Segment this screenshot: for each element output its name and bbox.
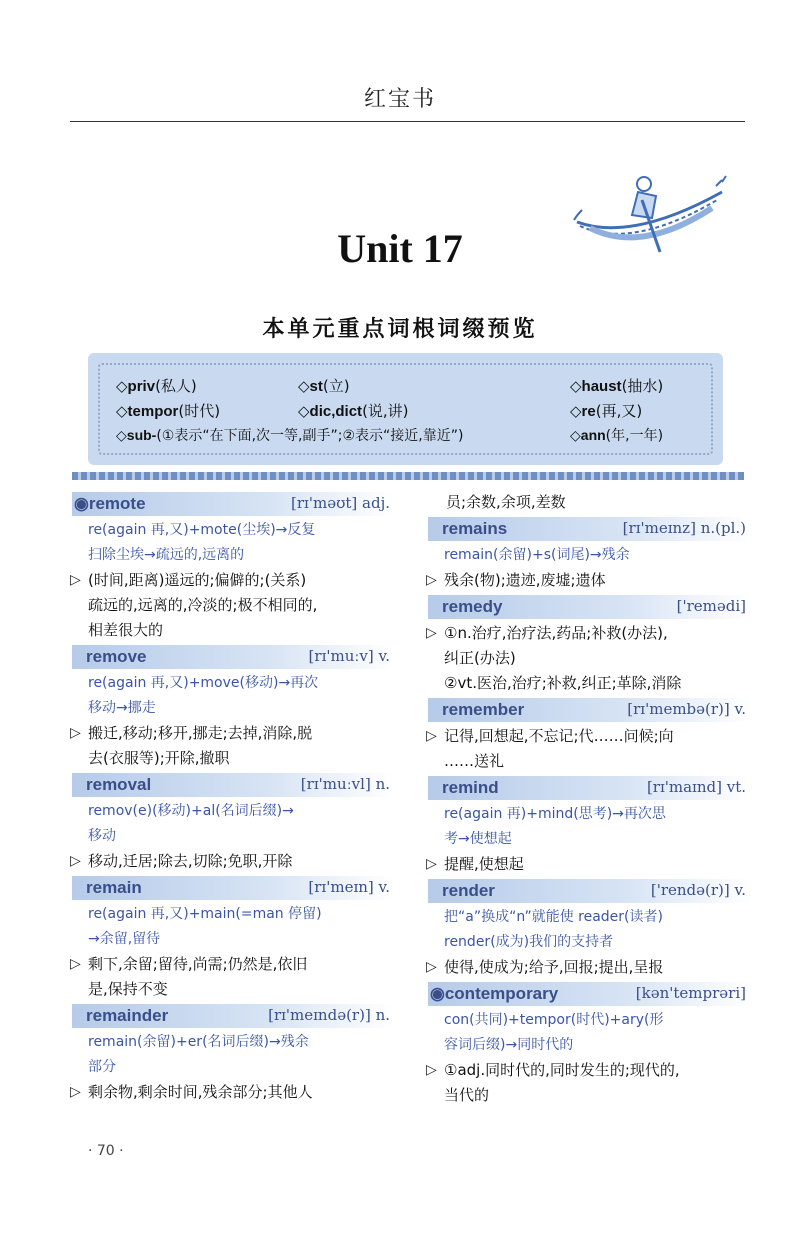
definition-line: ▷ 移动,迁居;除去,切除;免职,开除 xyxy=(72,849,394,874)
etymology-line: 考→使想起 xyxy=(444,831,512,847)
entry-word: ◉remote xyxy=(74,494,146,513)
definition-line: ▷ 剩下,余留;留待,尚需;仍然是,依旧 xyxy=(72,952,394,977)
entry-phonetic: [rɪ'muːv] v. xyxy=(308,647,390,665)
etymology-line: 移动 xyxy=(88,828,116,844)
root-item: ◇dic,dict(说,讲) xyxy=(298,402,409,420)
root-item: ◇st(立) xyxy=(298,377,350,395)
entry-word: remove xyxy=(86,647,147,666)
entry-phonetic: ['remədi] xyxy=(676,597,746,615)
root-item: ◇ann(年,一年) xyxy=(570,427,664,444)
definition-line: 当代的 xyxy=(444,1086,490,1104)
definition-line: ▷ ①n.治疗,治疗法,药品;补救(办法), xyxy=(428,621,750,646)
definition-line: ▷ (时间,距离)遥远的;偏僻的;(关系) xyxy=(72,568,394,593)
etymology-line: 把“a”换成“n”就能使 reader(读者) xyxy=(444,909,663,925)
entry-phonetic: [rɪ'meɪn] v. xyxy=(308,878,390,896)
entry-header xyxy=(428,879,750,903)
entry-word: ◉contemporary xyxy=(430,984,559,1003)
root-item: ◇haust(抽水) xyxy=(570,377,664,395)
entry-word: remind xyxy=(442,778,499,797)
entry-word: remember xyxy=(442,700,525,719)
definition-line: ▷ 残余(物);遗迹,废墟;遗体 xyxy=(428,568,750,593)
entry-phonetic: ['rendə(r)] v. xyxy=(650,881,746,899)
etymology-line: remain(余留)+er(名词后缀)→残余 xyxy=(88,1034,309,1050)
entry-header xyxy=(428,982,750,1006)
entry-header xyxy=(428,517,750,541)
entry-phonetic: [rɪ'məʊt] adj. xyxy=(291,494,390,512)
etymology-line: con(共同)+tempor(时代)+ary(形 xyxy=(444,1012,664,1028)
etymology-line: re(again 再,又)+mote(尘埃)→反复 xyxy=(88,522,316,538)
etymology-line: re(again 再)+mind(思考)→再次思 xyxy=(444,806,666,822)
unit-title: Unit 17 xyxy=(337,226,463,271)
header-rule xyxy=(70,121,745,122)
entry-phonetic: [kən'temprəri] xyxy=(635,984,746,1002)
definition-line: 相差很大的 xyxy=(88,621,164,639)
root-item: ◇sub-(①表示“在下面,次一等,副手”;②表示“接近,靠近”) xyxy=(116,427,464,444)
root-item: ◇tempor(时代) xyxy=(116,402,221,420)
page-number: · 70 · xyxy=(88,1143,124,1159)
root-item: ◇re(再,又) xyxy=(570,402,643,420)
definition-line: ……送礼 xyxy=(444,752,505,770)
entry-header xyxy=(72,492,394,516)
entry-phonetic: [rɪ'maɪnd] vt. xyxy=(646,778,746,796)
definition-line: 疏远的,远离的,冷淡的;极不相同的, xyxy=(88,596,318,614)
definition-line: ▷ 使得,使成为;给予,回报;提出,呈报 xyxy=(428,955,750,980)
entry-word: removal xyxy=(86,775,152,794)
right-column xyxy=(428,490,750,1108)
section-title: 本单元重点词根词缀预览 xyxy=(262,317,538,342)
definition-line: ▷ 搬迁,移动;移开,挪走;去掉,消除,脱 xyxy=(72,721,394,746)
entry-word: remains xyxy=(442,519,508,538)
etymology-line: remov(e)(移动)+al(名词后缀)→ xyxy=(88,803,294,819)
definition-line: ▷ 剩余物,剩余时间,残余部分;其他人 xyxy=(72,1080,394,1105)
root-preview-box xyxy=(88,353,723,465)
definition-line: ▷ ①adj.同时代的,同时发生的;现代的, xyxy=(428,1058,750,1083)
definition-line: 员;余数,余项,差数 xyxy=(446,493,566,511)
etymology-line: 部分 xyxy=(88,1059,116,1075)
entry-header xyxy=(72,645,394,669)
etymology-line: 容词后缀)→同时代的 xyxy=(444,1037,574,1053)
entry-word: remedy xyxy=(442,597,503,616)
star-bullet-icon: ◉ xyxy=(430,984,445,1003)
entry-header xyxy=(428,776,750,800)
star-bullet-icon: ◉ xyxy=(74,494,89,513)
entry-phonetic: [rɪ'meɪnz] n.(pl.) xyxy=(622,519,746,537)
entry-word: remain xyxy=(86,878,142,897)
header-title: 红宝书 xyxy=(363,87,436,112)
definition-line: ▷ 记得,回想起,不忘记;代……问候;向 xyxy=(428,724,750,749)
left-column xyxy=(72,490,394,1105)
etymology-line: re(again 再,又)+move(移动)→再次 xyxy=(88,675,319,691)
entry-header xyxy=(428,698,750,722)
definition-line: ▷ 提醒,使想起 xyxy=(428,852,750,877)
etymology-line: render(成为)我们的支持者 xyxy=(444,934,614,950)
entry-phonetic: [rɪ'membə(r)] v. xyxy=(627,700,746,718)
entry-header xyxy=(72,876,394,900)
entry-word: render xyxy=(442,881,495,900)
etymology-line: 移动→挪走 xyxy=(88,700,156,716)
etymology-line: →余留,留待 xyxy=(88,931,161,947)
definition-line: 是,保持不变 xyxy=(88,980,168,998)
divider-band xyxy=(72,472,744,480)
definition-line: 纠正(办法) xyxy=(444,649,516,667)
entry-phonetic: [rɪ'muːvl] n. xyxy=(300,775,390,793)
definition-line: 去(衣服等);开除,撤职 xyxy=(88,749,230,767)
definition-line: ②vt.医治,治疗;补救,纠正;革除,消除 xyxy=(444,674,682,692)
etymology-line: remain(余留)+s(词尾)→残余 xyxy=(444,547,630,563)
entry-header xyxy=(428,595,750,619)
entry-header xyxy=(72,1004,394,1028)
entry-header xyxy=(72,773,394,797)
entry-phonetic: [rɪ'meɪndə(r)] n. xyxy=(268,1006,390,1024)
etymology-line: re(again 再,又)+main(=man 停留) xyxy=(88,906,322,922)
root-item: ◇priv(私人) xyxy=(116,377,197,395)
entry-word: remainder xyxy=(86,1006,169,1025)
etymology-line: 扫除尘埃→疏远的,远离的 xyxy=(88,547,245,563)
